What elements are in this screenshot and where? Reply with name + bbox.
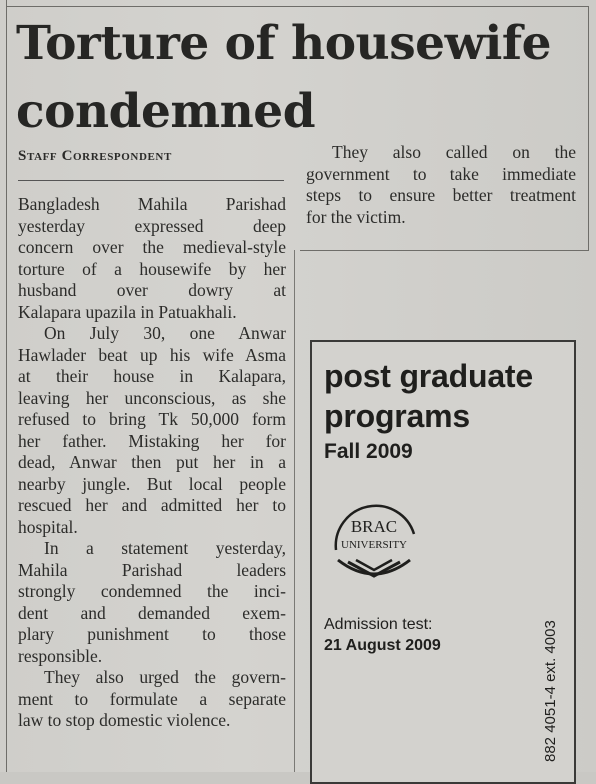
column-rule-top — [6, 6, 588, 7]
article-line: They also called on the — [332, 142, 576, 162]
article-line: her father. Mistaking her for — [18, 430, 286, 451]
column-rule-middle — [300, 250, 589, 251]
column-rule-vertical — [294, 250, 295, 772]
article-line: torture of a housewife by her — [18, 258, 286, 279]
byline-divider — [18, 180, 284, 181]
ad-title-line-1: post graduate — [324, 358, 533, 394]
ad-term: Fall 2009 — [324, 440, 413, 463]
article-line: plary punishment to those — [18, 624, 286, 644]
article-line: In a statement yesterday, — [44, 538, 286, 558]
article-line: rescued her and admitted her to — [18, 495, 286, 515]
article-line: leaving her unconscious, as she — [18, 387, 286, 408]
article-line: Bangladesh Mahila Parishad — [18, 194, 286, 214]
article-line: government to take immediate — [306, 163, 576, 184]
column-rule-right — [588, 6, 589, 251]
admission-test-date: 21 August 2009 — [324, 637, 441, 654]
article-line: husband over dowry at — [18, 280, 286, 300]
article-line: Mahila Parishad leaders — [18, 559, 286, 580]
article-body-right-column — [306, 142, 576, 228]
article-line: They also urged the govern- — [44, 667, 286, 687]
article-line: On July 30, one Anwar — [44, 323, 286, 343]
article-line: nearby jungle. But local people — [18, 473, 286, 494]
brac-university-logo — [322, 490, 426, 594]
article-byline: Staff Correspondent — [18, 148, 172, 164]
article-line: law to stop domestic violence. — [18, 710, 231, 730]
article-line: dent and demanded exem- — [18, 602, 286, 623]
article-line: Kalapara upazila in Patuakhali. — [18, 301, 237, 322]
article-body-left-column — [18, 194, 286, 732]
article-line: ment to formulate a separate — [18, 688, 286, 709]
headline-line-2: condemned — [16, 84, 316, 139]
article-line: at their house in Kalapara, — [18, 366, 286, 386]
article-line: for the victim. — [306, 206, 406, 227]
article-line: concern over the medieval-style — [18, 237, 286, 257]
column-rule-left — [6, 0, 7, 772]
article-line: refused to bring Tk 50,000 form — [18, 409, 286, 429]
headline-line-1: Torture of housewife — [16, 16, 552, 71]
article-line: Hawlader beat up his wife Asma — [18, 344, 286, 365]
article-line: steps to ensure better treatment — [306, 185, 576, 205]
article-line: strongly condemned the inci- — [18, 581, 286, 601]
ad-title — [324, 356, 569, 436]
article-headline — [16, 10, 586, 146]
logo-text-university: UNIVERSITY — [341, 539, 407, 551]
brac-university-advertisement — [310, 340, 576, 784]
ad-title-line-2: programs — [324, 398, 470, 434]
logo-text-brac: BRAC — [350, 517, 398, 536]
ad-phone-number: 882 4051-4 ext. 4003 — [542, 620, 559, 762]
article-line: hospital. — [18, 516, 78, 537]
admission-test-label: Admission test: — [324, 616, 433, 633]
article-line: dead, Anwar then put her in a — [18, 452, 286, 472]
article-line: yesterday expressed deep — [18, 215, 286, 236]
article-line: responsible. — [18, 645, 103, 666]
